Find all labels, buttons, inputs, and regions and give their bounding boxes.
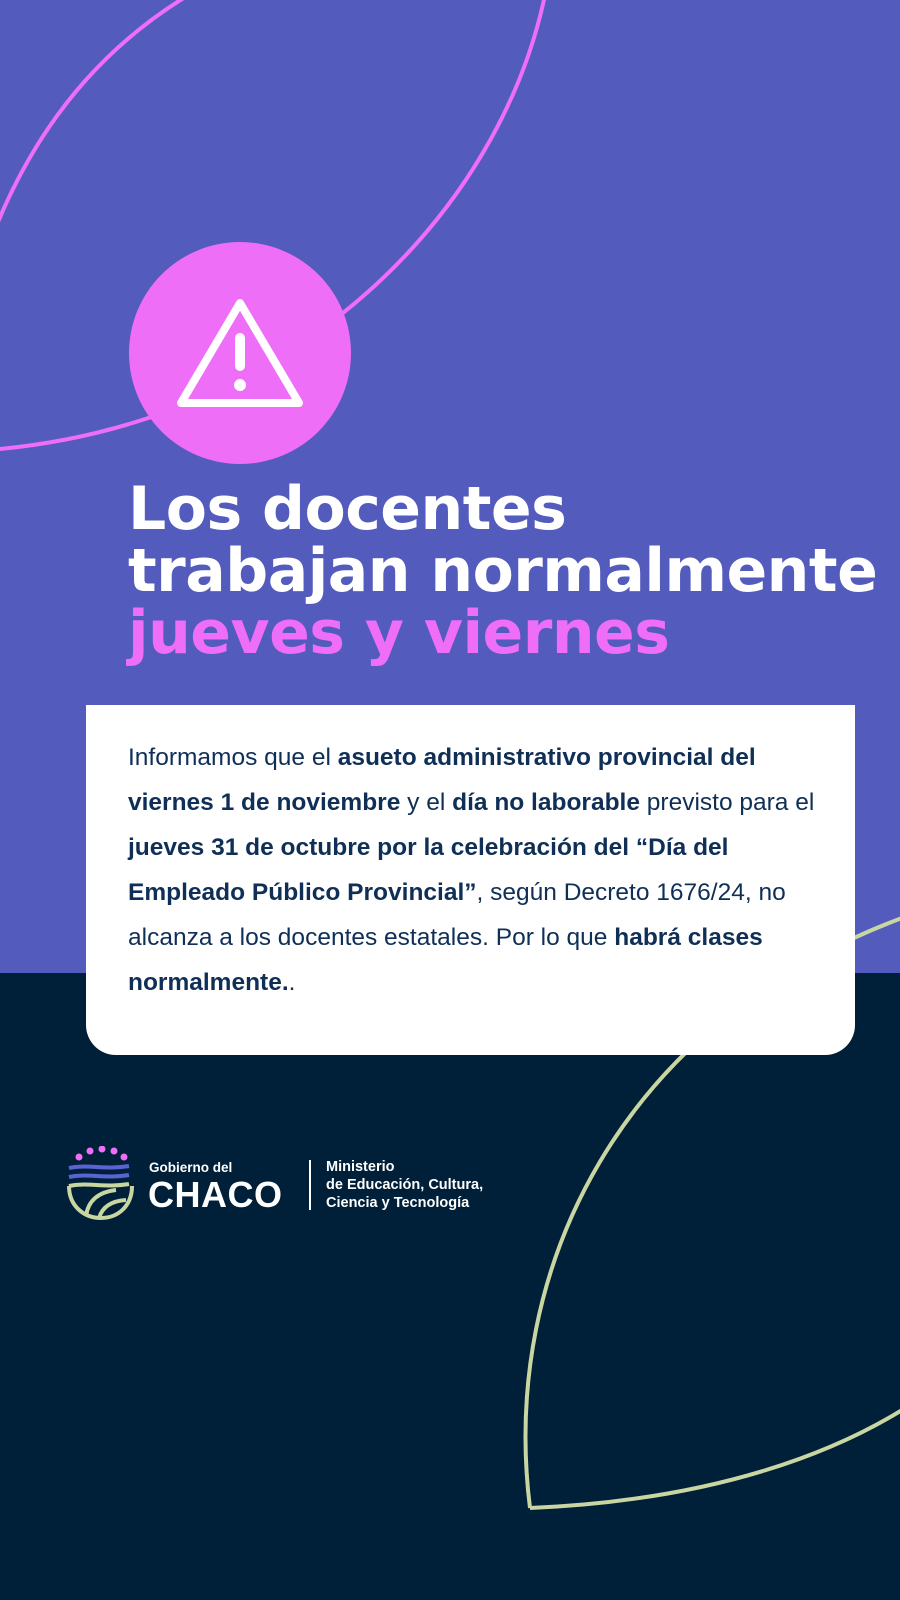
ministry-line-3: Ciencia y Tecnología [326, 1195, 470, 1211]
notice-text-part: . [288, 969, 296, 996]
ministry-line-1: Ministerio [326, 1159, 395, 1175]
notice-text-part: , según Decreto 1676/24, no alcanza a los docentes estatales. Por lo que [128, 879, 786, 951]
ministry-line-2: de Educación, Cultura, [326, 1177, 484, 1193]
warning-triangle-icon [175, 295, 305, 411]
notice-text [128, 735, 819, 1005]
alert-badge [129, 242, 351, 464]
notice-text-part: previsto para el [639, 789, 815, 816]
notice-bold-part: habrá clases normalmente. [128, 924, 763, 996]
ministry-name [326, 1158, 483, 1212]
government-label: Gobierno del [149, 1160, 233, 1175]
notice-text-part: y el [400, 789, 453, 816]
headline-line-1: Los docentes [128, 474, 567, 544]
notice-card [86, 705, 855, 1055]
chaco-emblem-icon [66, 1146, 136, 1222]
notice-bold-part: jueves 31 de octubre por la celebración del “Día del Empleado Público Provincial” [128, 834, 729, 906]
government-logo [66, 1146, 546, 1226]
headline [128, 474, 888, 668]
notice-bold-part: asueto administrativo provincial del viernes 1 de noviembre [128, 744, 756, 816]
logo-divider [309, 1160, 311, 1210]
notice-text-part: Informamos que el [128, 744, 338, 771]
headline-highlight: jueves y viernes [128, 598, 670, 668]
notice-bold-part: día no laborable [452, 789, 640, 816]
headline-line-2: trabajan normalmente [128, 536, 878, 606]
province-name: CHACO [148, 1174, 283, 1215]
